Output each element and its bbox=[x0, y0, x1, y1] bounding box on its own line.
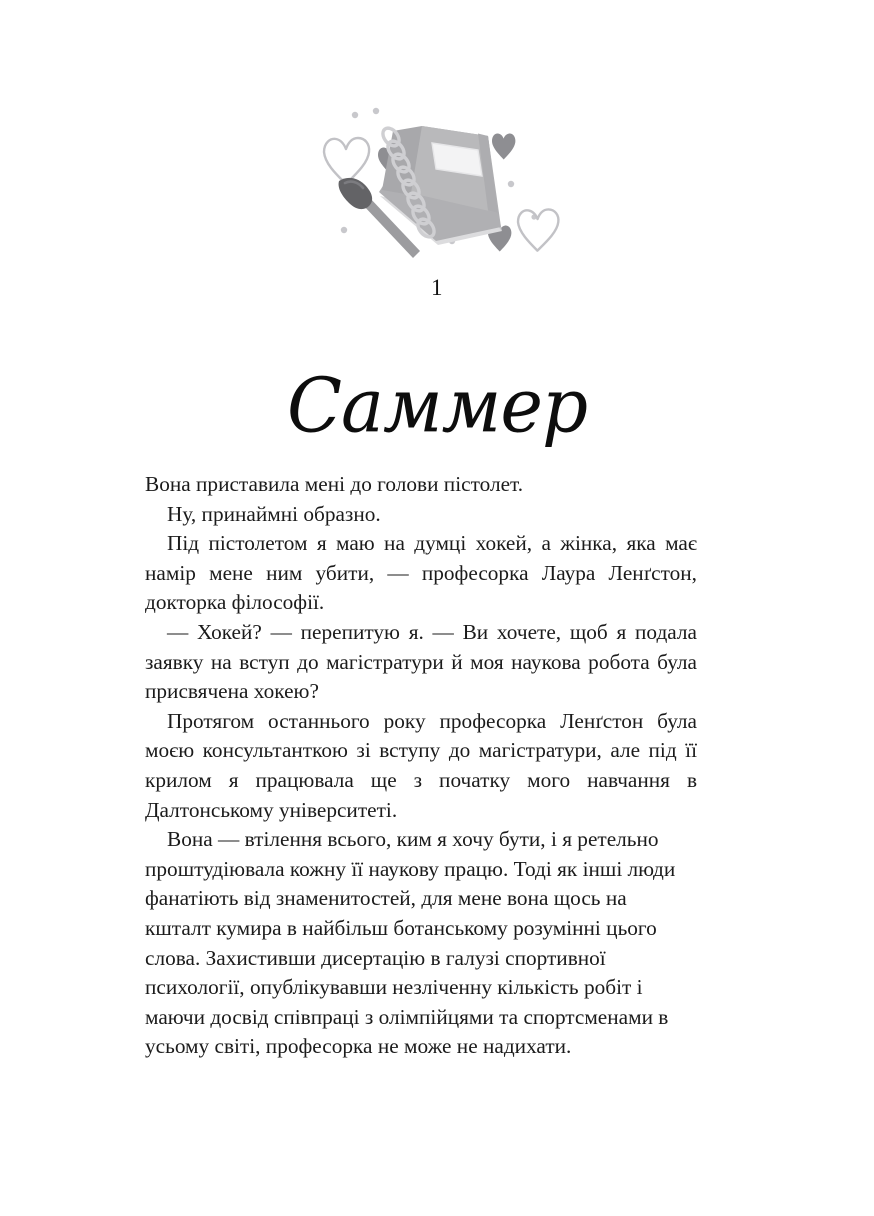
paragraph: Ну, принаймні образно. bbox=[167, 501, 381, 526]
paragraph: Протягом останнього року професорка Ленґстон була моєю консультанткою зі вступу до магістратури, але під її крилом я працювала ще з початку мого навчання в Далтонському університеті. bbox=[145, 708, 697, 822]
chapter-body-text bbox=[145, 470, 697, 1062]
chapter-number: 1 bbox=[431, 275, 443, 300]
paragraph: — Хокей? — перепитую я. — Ви хочете, щоб я подала заявку на вступ до магістратури й моя наукова робота була присвячена хокею? bbox=[145, 619, 697, 704]
paragraph: Під пістолетом я маю на думці хокей, а жінка, яка має намір мене ним убити, — професорка Лаура Ленґстон, докторка філософії. bbox=[145, 531, 697, 615]
paragraph: Вона приставила мені до голови пістолет. bbox=[145, 472, 524, 496]
spiral-notebook-icon bbox=[312, 100, 562, 272]
chapter-ornament-illustration bbox=[0, 96, 874, 276]
paragraph: Вона — втілення всього, ким я хочу бути, і я ретельно проштудіювала кожну її наукову працю. Тоді як інші люди фанатіють від знаменитостей, для мене вона щось на кшталт кумира в найбільш ботанському розумінні цього слова. Захистивши дисертацію в галузі спортивної психології, опублікувавши незліченну кількість робіт і маючи досвід співпраці з олімпійцями та спортсменами в усьому світі, професорка не може не надихати. bbox=[145, 827, 676, 1059]
heart-outline-icon bbox=[324, 138, 369, 184]
heart-outline-icon bbox=[518, 209, 558, 250]
chapter-title: Саммер bbox=[286, 361, 588, 450]
notebook-graphic bbox=[379, 125, 502, 245]
heart-filled-icon bbox=[492, 134, 515, 160]
